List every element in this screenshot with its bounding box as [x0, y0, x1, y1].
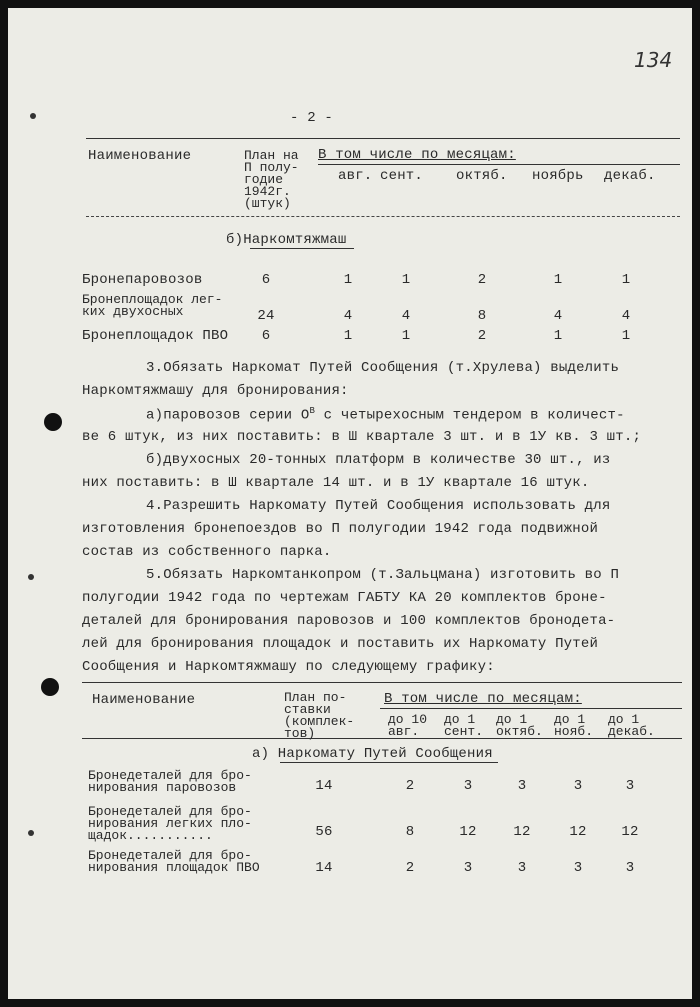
table2-row-name: Бронедеталей для бро- нирования легких пло- щадок...........: [88, 804, 252, 843]
table-rule: [380, 708, 682, 709]
document-page: [8, 8, 692, 999]
table2-cell: 3: [517, 860, 527, 876]
table1-row-name: Бронеплощадок лег- ких двухосных: [82, 292, 223, 319]
series-superscript: В: [309, 406, 316, 416]
table1-row-name: Бронеплощадок ПВО: [82, 328, 229, 344]
table2-cell: 12: [513, 824, 531, 840]
table2-cell: 3: [463, 860, 473, 876]
punch-hole: [41, 678, 59, 696]
paragraph-line: ве 6 штук, из них поставить: в Ш квартале 3 шт. и в 1У кв. 3 шт.;: [82, 429, 642, 445]
table1-cell: 1: [621, 328, 631, 344]
table1-row-plan: 6: [261, 272, 271, 288]
table2-cell: 8: [405, 824, 415, 840]
table-rule: [82, 738, 682, 739]
table2-row-name: Бронедеталей для бро- нирования площадок ПВО: [88, 848, 260, 875]
section-underline: [250, 248, 354, 249]
margin-mark: [28, 574, 34, 580]
table1-cell: 1: [621, 272, 631, 288]
table1-cell: 2: [477, 328, 487, 344]
table1-cell: 8: [477, 308, 487, 324]
table2-month: до 1 декаб.: [608, 712, 655, 739]
sheet-number: - 2 -: [290, 110, 334, 126]
paragraph-line: состав из собственного парка.: [82, 544, 332, 560]
table2-month: до 1 сент.: [444, 712, 484, 739]
table1-header-months-title: В том числе по месяцам:: [318, 147, 516, 163]
table1-cell: 4: [621, 308, 631, 324]
table-rule: [82, 682, 682, 683]
paragraph-line: изготовления бронепоездов во П полугодии 1942 года подвижной: [82, 521, 599, 537]
table1-row-name: Бронепаровозов: [82, 272, 203, 288]
table2-row-plan: 14: [315, 860, 333, 876]
margin-mark: [30, 113, 36, 119]
table2-row-plan: 56: [315, 824, 333, 840]
table2-cell: 3: [573, 860, 583, 876]
table1-month: октяб.: [456, 168, 508, 184]
table1-cell: 1: [401, 328, 411, 344]
paragraph-line: полугодии 1942 года по чертежам ГАБТУ КА 20 комплектов броне-: [82, 590, 607, 606]
paragraph-line: 3.Обязать Наркомат Путей Сообщения (т.Хрулева) выделить: [146, 360, 620, 376]
table1-header-name: Наименование: [88, 148, 192, 164]
section-underline: [280, 762, 498, 763]
table2-header-name: Наименование: [92, 692, 196, 708]
page-number: 134: [634, 48, 673, 72]
table2-cell: 12: [569, 824, 587, 840]
paragraph-line: лей для бронирования площадок и поставить их Наркомату Путей: [82, 636, 599, 652]
table1-cell: 4: [343, 308, 353, 324]
table1-month: декаб.: [604, 168, 656, 184]
paragraph-line: Наркомтяжмашу для бронирования:: [82, 383, 349, 399]
margin-mark: [28, 830, 34, 836]
table1-cell: 1: [401, 272, 411, 288]
table2-row-name: Бронедеталей для бро- нирования паровозов: [88, 768, 252, 795]
table2-cell: 2: [405, 778, 415, 794]
table2-header-months-title: В том числе по месяцам:: [384, 691, 582, 707]
table2-section-title: а) Наркомату Путей Сообщения: [252, 746, 493, 762]
table1-header-plan: План на П полу- годие 1942г. (штук): [244, 148, 299, 211]
paragraph-line: 4.Разрешить Наркомату Путей Сообщения использовать для: [146, 498, 611, 514]
table2-cell: 3: [573, 778, 583, 794]
table2-month: до 1 нояб.: [554, 712, 594, 739]
table1-cell: 4: [401, 308, 411, 324]
paragraph-line: них поставить: в Ш квартале 14 шт. и в 1У квартале 16 штук.: [82, 475, 590, 491]
table1-month: авг.: [338, 168, 373, 184]
table1-cell: 1: [343, 272, 353, 288]
table2-header-plan: План по- ставки (комплек- тов): [284, 690, 355, 741]
table2-row-plan: 14: [315, 778, 333, 794]
table1-cell: 4: [553, 308, 563, 324]
table1-row-plan: 6: [261, 328, 271, 344]
table2-cell: 12: [621, 824, 639, 840]
table1-cell: 2: [477, 272, 487, 288]
table2-cell: 3: [625, 778, 635, 794]
table1-cell: 1: [553, 272, 563, 288]
paragraph-line: 5.Обязать Наркомтанкопром (т.Зальцмана) изготовить во П: [146, 567, 620, 583]
paragraph-line: а)паровозов серии $О^В$ с четырехосным тендером в количест-: [146, 406, 625, 424]
table1-month: ноябрь: [532, 168, 584, 184]
table2-month: до 1 октяб.: [496, 712, 543, 739]
table1-cell: 1: [553, 328, 563, 344]
table1-section-title: б)Наркомтяжмаш: [226, 232, 347, 248]
table-rule: [86, 216, 680, 217]
punch-hole: [44, 413, 62, 431]
table2-cell: 12: [459, 824, 477, 840]
paragraph-line: Сообщения и Наркомтяжмашу по следующему графику:: [82, 659, 495, 675]
table1-cell: 1: [343, 328, 353, 344]
table2-cell: 3: [625, 860, 635, 876]
table2-cell: 3: [463, 778, 473, 794]
paragraph-line: б)двухосных 20-тонных платформ в количестве 30 шт., из: [146, 452, 611, 468]
table2-month: до 10 авг.: [388, 712, 428, 739]
table-rule: [86, 138, 680, 139]
table1-row-plan: 24: [257, 308, 275, 324]
table2-cell: 3: [517, 778, 527, 794]
table-rule: [318, 164, 680, 165]
paragraph-line: деталей для бронирования паровозов и 100 комплектов бронодета-: [82, 613, 616, 629]
table2-cell: 2: [405, 860, 415, 876]
table1-month: сент.: [380, 168, 424, 184]
